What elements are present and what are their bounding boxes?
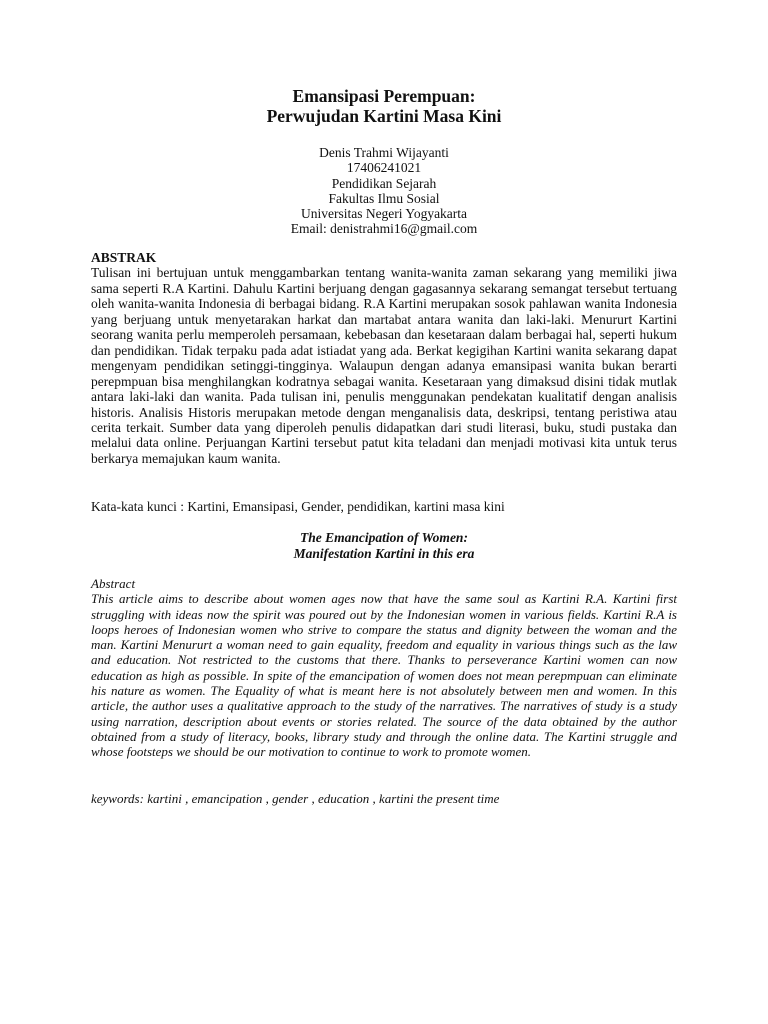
author-student-id: 17406241021 <box>346 160 422 176</box>
paper-title <box>0 86 768 126</box>
keywords-english: keywords: kartini , emancipation , gender , education , kartini the present time <box>91 791 500 806</box>
abstract-id-body: Tulisan ini bertujuan untuk menggambarkan tentang wanita-wanita zaman sekarang yang memiliki jiwa sama seperti R.A Kartini. Dahulu Kartini berjuang dengan gagasannya sekarang semangat tersebut tertuang oleh wanita-wanita Indonesia di berbagai bidang. R.A Kartini merupakan sosok pahlawan wanita Indonesia yang berjuang untuk menyetarakan harkat dan martabat antara wanita dan laki-laki. Menururt Kartini seorang wanita perlu memperoleh persamaan, kebebasan dan kesetaraan dalam berbagai hal, seperti hukum dan pendidikan. Tidak terpaku pada adat istiadat yang ada. Berkat kegigihan Kartini wanita sekarang dapat mengenyam pendidikan setinggi-tingginya. Walaupun dengan adanya emansipasi wanita bukan berarti perepmpuan bisa menghilangkan kodratnya sebagai wanita. Kesetaraan yang dimaksud disini tidak mutlak antara laki-laki dan wanita. Pada tulisan ini, penulis menggunakan pendekatan kualitatif dengan analisis historis. Analisis Historis merupakan metode dengan menganalisis data, deskripsi, tentang peristiwa atau cerita terkait. Sumber data yang diperoleh penulis didapatkan dari studi literasi, buku, studi pustaka dan melalui data online. Perjuangan Kartini tersebut patut kita teladani dan menjadi motivasi kita untuk terus berkarya memajukan kaum wanita. <box>91 265 677 466</box>
abstract-id-heading: ABSTRAK <box>91 250 157 265</box>
author-university: Universitas Negeri Yogyakarta <box>300 206 468 222</box>
title-line-1: Emansipasi Perempuan: <box>292 86 476 106</box>
title-line-2: Perwujudan Kartini Masa Kini <box>266 106 502 126</box>
author-faculty: Fakultas Ilmu Sosial <box>328 190 440 206</box>
abstract-english <box>91 576 677 760</box>
abstract-en-body: This article aims to describe about women ages now that have the same soul as Kartini R.A. Kartini first struggling with ideas now the spirit was poured out by the Indonesian women in various fields. Kartini R.A is loops heroes of Indonesian women who strive to compare the status and dignity between the woman and the man. Kartini Menururt a woman need to gain equality, freedom and equality in various things such as the law and education. Not restricted to the customs that there. Thanks to perseverance Kartini women can now education as high as possible. In spite of the emancipation of women does not mean perepmpuan can eliminate his nature as women. The Equality of what is meant here is not absolutely between men and women. In this article, the author uses a qualitative approach to the study of the narratives. The narratives of study is a study using narration, description about events or stories related. The source of the data obtained by the author obtained from a study of literacy, books, library study and through the online data. The Kartini struggle and whose footsteps we should be our motivation to continue to work to promote women. <box>91 591 677 760</box>
author-name: Denis Trahmi Wijayanti <box>319 145 449 160</box>
keywords-indonesian: Kata-kata kunci : Kartini, Emansipasi, Gender, pendidikan, kartini masa kini <box>91 499 505 514</box>
abstract-indonesian <box>91 250 677 466</box>
author-info <box>0 145 768 237</box>
english-title-line-2: Manifestation Kartini in this era <box>293 546 475 561</box>
english-title <box>0 530 768 562</box>
abstract-en-heading: Abstract <box>91 576 136 591</box>
english-title-line-1: The Emancipation of Women: <box>300 530 468 545</box>
author-department: Pendidikan Sejarah <box>331 175 437 191</box>
author-email: Email: denistrahmi16@gmail.com <box>290 221 478 237</box>
